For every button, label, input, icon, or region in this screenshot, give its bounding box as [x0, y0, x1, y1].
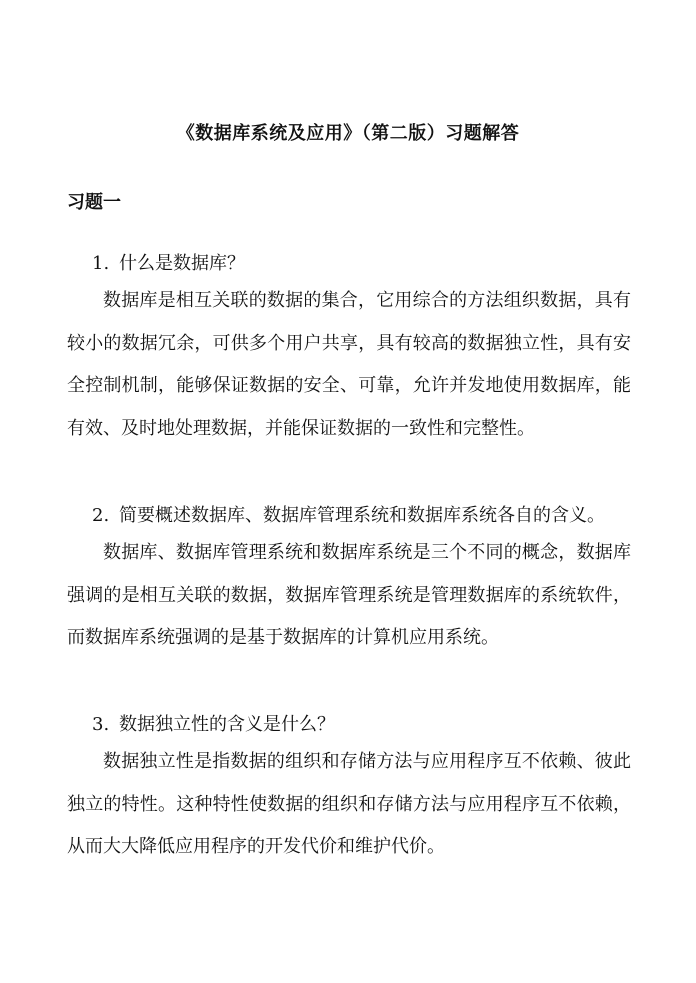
question-2: [92, 501, 605, 527]
question-1-text: 什么是数据库？: [119, 253, 245, 274]
question-2-text: 简要概述数据库、数据库管理系统和数据库系统各自的含义。: [119, 505, 605, 526]
answer-1: 数据库是相互关联的数据的集合，它用综合的方法组织数据，具有较小的数据冗余，可供多个用户共享，具有较高的数据独立性，具有安全控制机制，能够保证数据的安全、可靠，允许并发地使用数据库，能有效、及时地处理数据，并能保证数据的一致性和完整性。: [67, 290, 631, 439]
question-3-text: 数据独立性的含义是什么？: [119, 714, 335, 735]
question-1: [92, 249, 245, 275]
answer-3: 数据独立性是指数据的组织和存储方法与应用程序互不依赖、彼此独立的特性。这种特性使数据的组织和存储方法与应用程序互不依赖，从而大大降低应用程序的开发代价和维护代价。: [67, 751, 631, 857]
question-3-number: 3.: [92, 714, 110, 735]
answer-2: 数据库、数据库管理系统和数据库系统是三个不同的概念，数据库强调的是相互关联的数据，数据库管理系统是管理数据库的系统软件，而数据库系统强调的是基于数据库的计算机应用系统。: [67, 542, 631, 648]
question-1-number: 1.: [92, 253, 110, 274]
section-heading: 习题一: [67, 192, 121, 213]
question-2-number: 2.: [92, 505, 110, 526]
document-title: 《数据库系统及应用》（第二版）习题解答: [176, 123, 520, 144]
question-3: [92, 710, 335, 736]
